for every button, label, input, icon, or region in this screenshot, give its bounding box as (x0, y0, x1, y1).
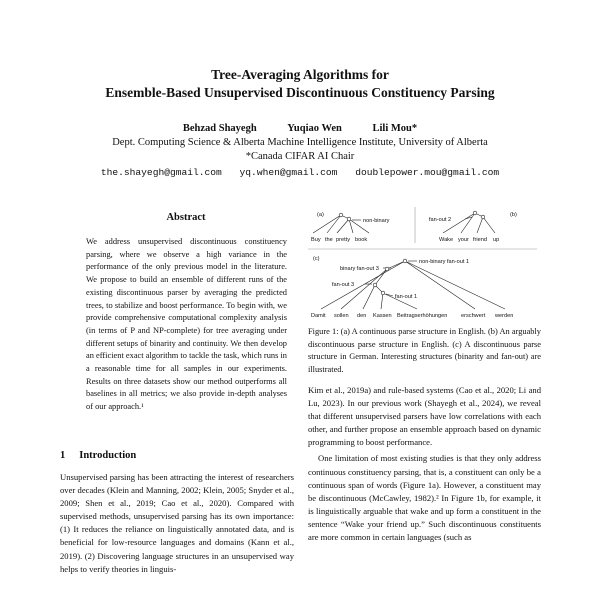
annotation-label: fan-out 3 (332, 282, 355, 288)
tree-edge (477, 217, 483, 233)
panel-label: (a) (317, 212, 324, 218)
word-label: up (493, 237, 500, 243)
figure-caption: Figure 1: (a) A continuous parse structure in English. (b) An arguably discontinuous parse structure in English. (c) A discontinuous parse structure in German. Interesting structures (binarity and fan-out) are illustrated. (308, 327, 541, 374)
affiliation: Dept. Computing Science & Alberta Machine Intelligence Institute, University of Alberta (112, 137, 488, 148)
word-label: werden (495, 313, 514, 319)
tree-node (347, 217, 351, 221)
annotation-label: fan-out 2 (429, 217, 452, 223)
tree-edge (327, 215, 341, 233)
author-name: Behzad Shayegh (182, 123, 257, 134)
annotation-label: fan-out 1 (395, 294, 418, 300)
tree-edge (337, 219, 349, 233)
annotation-label: non-binary (363, 218, 390, 224)
tree-node (339, 213, 343, 217)
word-label: Buy (311, 237, 321, 243)
section-number: 1 (60, 450, 66, 461)
abstract-heading: Abstract (166, 212, 206, 223)
word-label: Beitragserhöhungen (397, 313, 448, 319)
paper-title-line-2: Ensemble-Based Unsupervised Discontinuous Constituency Parsing (105, 85, 495, 100)
paragraph: One limitation of most existing studies is that they only address continuous constituency parsing, that is, a constituent can only be a continuous span of words (Figure 1a). However, a constituent may be discontinuous (McCawley, 1982).² In Figure 1b, for example, it is linguistically arguable that wake and up form a constituent in the sentence “Wake your friend up.” Such discontinuous constituents are more common in certain languages (such as (308, 453, 541, 543)
tree-node (381, 291, 385, 295)
word-label: Wake (439, 237, 454, 243)
annotation-label: non-binary fan-out 1 (419, 259, 470, 265)
panel-label: (c) (313, 256, 320, 262)
email-list (0, 167, 600, 178)
word-label: sollen (334, 313, 349, 319)
abstract-text: We address unsupervised discontinuous constituency parsing, where we observe a high variance in the performance of the only previous model in the literature. We propose to build an ensemble of different runs of the existing discontinuous parser by averaging the predicted trees, to stabilize and boost performance. To begin with, we provide comprehensive computational complexity analysis (in terms of P and NP-complete) for tree averaging under different setups of binarity and continuity. We then develop an efficient exact algorithm to tackle the task, which runs in a reasonable time for all samples in our experiments. Results on three datasets show our method outperforms all baselines in all metrics; we also provide in-depth analyses of our approach.¹ (86, 237, 287, 412)
tree-edge (461, 213, 475, 233)
tree-node (481, 215, 485, 219)
tree-edge (341, 269, 387, 309)
affiliation-2: *Canada CIFAR AI Chair (245, 151, 355, 162)
section-heading (60, 450, 136, 461)
figure-1 (305, 205, 540, 325)
author-name: Lili Mou* (372, 123, 418, 134)
introduction-text: Unsupervised parsing has been attracting the interest of researchers over decades (Klein and Manning, 2002; Klein, 2005; Snyder et al., 2009; Shen et al., 2019; Cao et al., 2020). Compared with supervised methods, unsupervised parsing has its own importance: (1) It reduces the reliance on linguistically annotated data, and is beneficial for low-resource languages and domains (Kann et al., 2019). (2) Discovering language structures in an unsupervised way helps to verify theories in linguis- (60, 472, 294, 574)
tree-node (403, 259, 407, 263)
section-title: Introduction (79, 450, 137, 461)
paper-title-line-1: Tree-Averaging Algorithms for (211, 67, 389, 82)
tree-edge (483, 217, 495, 233)
paragraph: Kim et al., 2019a) and rule-based systems (Cao et al., 2020; Li and Lu, 2023). In our previous work (Shayegh et al., 2024), we reveal that different unsupervised parsers have low correlations with each other, and further propose an ensemble approach based on dynamic programming to boost performance. (308, 385, 541, 448)
tree-node (473, 211, 477, 215)
annotation-label: binary fan-out 3 (340, 266, 379, 272)
author-name: Yuqiao Wen (287, 123, 342, 134)
email: the.shayegh@gmail.com (100, 167, 222, 178)
word-label: Kassen (373, 313, 392, 319)
tree-edge (405, 261, 475, 309)
tree-edge (405, 261, 505, 309)
word-label: Damit (311, 313, 326, 319)
word-label: den (357, 313, 367, 319)
word-label: friend (473, 237, 487, 243)
panel-label: (b) (510, 212, 517, 218)
tree-edge (443, 213, 475, 233)
right-column-text (308, 384, 541, 544)
tree-node (385, 267, 389, 271)
tree-node (373, 283, 377, 287)
word-label: your (458, 237, 469, 243)
word-label: erschwert (461, 313, 486, 319)
tree-edge (381, 293, 383, 309)
author-list (0, 123, 600, 134)
word-label: book (355, 237, 368, 243)
email: yq.when@gmail.com (239, 167, 338, 178)
email: doublepower.mou@gmail.com (355, 167, 500, 178)
word-label: pretty (336, 237, 350, 243)
word-label: the (325, 237, 333, 243)
